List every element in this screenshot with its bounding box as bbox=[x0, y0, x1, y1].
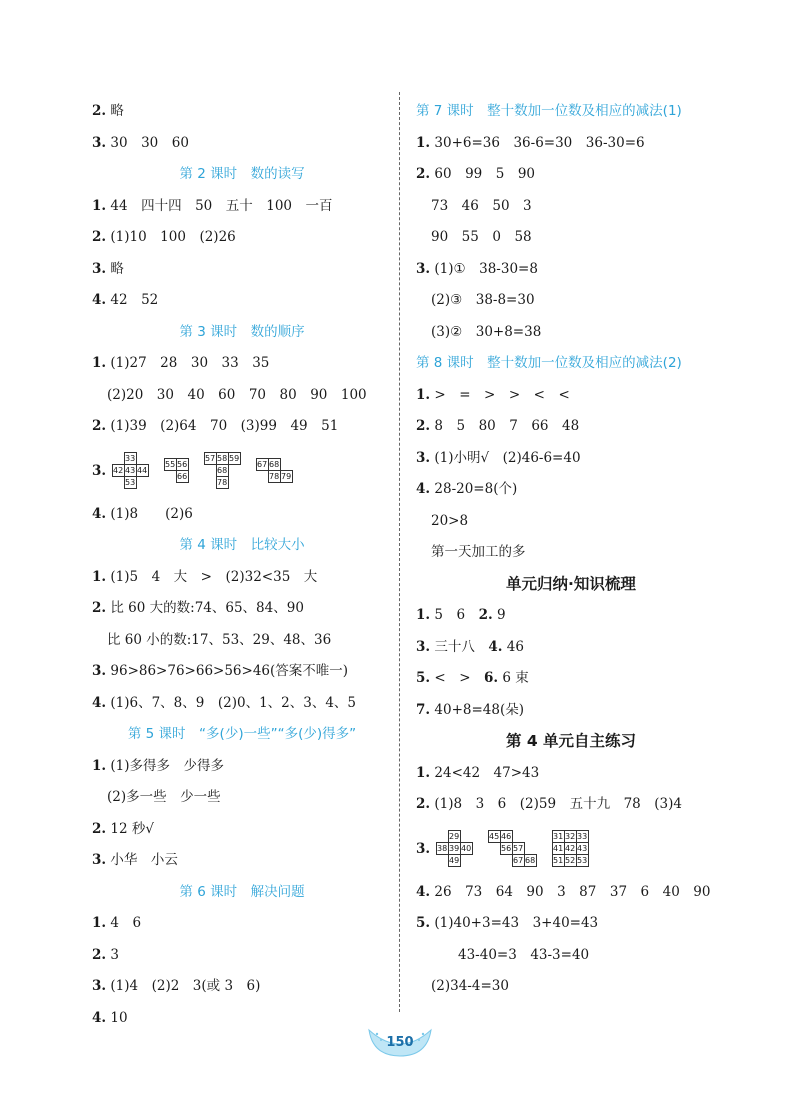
answer-text: (1)10 100 (2)26 bbox=[106, 229, 236, 245]
number-grid bbox=[164, 459, 188, 483]
grid-cell: 68 bbox=[269, 460, 280, 469]
answer-text: 43-40=3 43-3=40 bbox=[431, 946, 590, 963]
answer-number: 4. bbox=[92, 505, 107, 522]
grid-cell: 29 bbox=[449, 832, 460, 841]
answer-number: 3. bbox=[416, 260, 431, 277]
answer-line bbox=[92, 625, 392, 657]
grid-cell: 68 bbox=[217, 466, 228, 475]
grid-cell: 33 bbox=[125, 454, 136, 463]
section-heading: 第 2 课时 数的读写 bbox=[179, 166, 305, 182]
grid-cell: 67 bbox=[257, 460, 268, 469]
answer-line bbox=[92, 908, 392, 940]
answer-text: 3 bbox=[106, 946, 119, 963]
grid-cell: 78 bbox=[217, 478, 228, 487]
answer-number: 2. bbox=[92, 946, 107, 963]
grid-empty bbox=[164, 471, 176, 483]
answer-line bbox=[92, 222, 392, 254]
grid-cell: 51 bbox=[553, 856, 564, 865]
grid-cell: 59 bbox=[229, 454, 240, 463]
answer-number: 4. bbox=[92, 694, 107, 711]
unit-heading: 单元归纳·知识梳理 bbox=[506, 574, 636, 593]
number-grid bbox=[488, 831, 536, 867]
grid-empty bbox=[436, 831, 448, 843]
answer-text: 26 73 64 90 3 87 37 6 40 90 bbox=[430, 883, 711, 900]
answer-line bbox=[416, 443, 726, 475]
answer-number: 1. bbox=[92, 568, 107, 585]
grid-empty bbox=[460, 855, 472, 867]
page-number: 150 bbox=[386, 1035, 414, 1050]
grid-cell: 40 bbox=[461, 844, 472, 853]
answer-line bbox=[416, 222, 726, 254]
answer-line bbox=[416, 695, 726, 727]
grid-cell: 57 bbox=[205, 454, 216, 463]
grid-empty bbox=[204, 477, 216, 489]
answer-grid-row bbox=[416, 821, 726, 877]
answer-text: 三十八 bbox=[430, 638, 489, 655]
unit-heading: 第 4 单元自主练习 bbox=[505, 732, 637, 750]
answer-text: (1)8 (2)6 bbox=[106, 505, 193, 522]
grid-empty bbox=[136, 453, 148, 465]
answer-text: 73 46 50 3 bbox=[431, 197, 532, 214]
grid-cell: 57 bbox=[513, 844, 524, 853]
answer-text: < > bbox=[430, 670, 485, 686]
grid-cell: 43 bbox=[125, 466, 136, 475]
answer-text: (2)③ 38-8=30 bbox=[431, 292, 535, 308]
answer-number: 3. bbox=[92, 852, 107, 868]
answer-line bbox=[92, 1003, 392, 1035]
answer-line bbox=[92, 411, 392, 443]
answer-text: 略 bbox=[106, 103, 124, 119]
grid-empty bbox=[460, 831, 472, 843]
grid-cell: 42 bbox=[113, 466, 124, 475]
grid-cell: 45 bbox=[489, 832, 500, 841]
answer-number: 3. bbox=[92, 978, 107, 994]
answer-line bbox=[416, 789, 726, 821]
grid-empty bbox=[488, 855, 500, 867]
answer-number: 4. bbox=[416, 883, 431, 900]
answer-text: 8 5 80 7 66 48 bbox=[430, 418, 580, 434]
answer-number: 4. bbox=[92, 1009, 107, 1026]
grid-cell: 56 bbox=[177, 460, 188, 469]
grid-cell: 78 bbox=[269, 472, 280, 481]
answer-text: 42 52 bbox=[106, 292, 159, 308]
answer-line bbox=[92, 593, 392, 625]
answer-line bbox=[416, 908, 726, 940]
answer-text: (2)多一些 少一些 bbox=[107, 789, 221, 805]
grid-cell: 38 bbox=[437, 844, 448, 853]
grid-cell: 56 bbox=[501, 844, 512, 853]
grid-cell: 31 bbox=[553, 832, 564, 841]
grid-cell: 44 bbox=[137, 466, 148, 475]
answer-text: 90 55 0 58 bbox=[431, 229, 532, 245]
section-heading: 第 8 课时 整十数加一位数及相应的减法(2) bbox=[416, 355, 682, 371]
answer-line bbox=[92, 128, 392, 160]
number-grid bbox=[552, 831, 588, 867]
grid-empty bbox=[228, 477, 240, 489]
right-column bbox=[416, 96, 726, 1003]
answer-text: 第一天加工的多 bbox=[431, 544, 526, 560]
answer-number: 2. bbox=[478, 607, 493, 623]
grid-empty bbox=[524, 831, 536, 843]
answer-line bbox=[416, 317, 726, 349]
answer-text: 略 bbox=[106, 260, 124, 277]
answer-number: 1. bbox=[92, 757, 107, 774]
section-heading: 第 5 课时 “多(少)一些”“多(少)得多” bbox=[127, 726, 357, 742]
answer-number: 3. bbox=[92, 462, 107, 479]
answer-number: 3. bbox=[92, 134, 107, 151]
answer-line bbox=[416, 254, 726, 286]
grid-cell: 43 bbox=[577, 844, 588, 853]
answer-line bbox=[416, 506, 726, 538]
answer-line bbox=[416, 537, 726, 569]
answer-text: (1)5 4 大 > (2)32<35 大 bbox=[106, 568, 318, 585]
answer-line bbox=[92, 191, 392, 223]
answer-line bbox=[92, 656, 392, 688]
answer-number: 2. bbox=[416, 796, 431, 812]
grid-empty bbox=[112, 477, 124, 489]
page-number-badge bbox=[367, 1028, 433, 1058]
grid-empty bbox=[500, 855, 512, 867]
answer-line bbox=[92, 254, 392, 286]
answer-line bbox=[416, 128, 726, 160]
number-grid bbox=[204, 453, 240, 489]
answer-line bbox=[416, 380, 726, 412]
answer-line bbox=[416, 159, 726, 191]
grid-cell: 41 bbox=[553, 844, 564, 853]
answer-line bbox=[92, 751, 392, 783]
answer-text: 44 四十四 50 五十 100 一百 bbox=[106, 197, 333, 214]
answer-number: 1. bbox=[92, 915, 107, 931]
grid-cell: 66 bbox=[177, 472, 188, 481]
answer-text: 4 6 bbox=[106, 915, 142, 931]
grid-cell: 79 bbox=[281, 472, 292, 481]
grid-empty bbox=[280, 459, 292, 471]
answer-number: 1. bbox=[416, 386, 431, 403]
column-divider bbox=[399, 92, 400, 1012]
grid-cell: 53 bbox=[577, 856, 588, 865]
answer-text: 96>86>76>66>56>46(答案不唯一) bbox=[106, 663, 349, 679]
answer-line bbox=[92, 380, 392, 412]
answer-text: 6 束 bbox=[498, 670, 529, 686]
answer-text: 60 99 5 90 bbox=[430, 166, 536, 182]
answer-text: 20>8 bbox=[431, 512, 469, 529]
answer-text: (2)20 30 40 60 70 80 90 100 bbox=[107, 386, 367, 403]
answer-number: 1. bbox=[416, 764, 431, 781]
answer-text: 30 30 60 bbox=[106, 134, 189, 151]
answer-number: 2. bbox=[416, 418, 431, 434]
answer-text: (1)小明√ (2)46-6=40 bbox=[430, 449, 581, 466]
answer-line bbox=[92, 940, 392, 972]
grid-empty bbox=[204, 465, 216, 477]
answer-text: 30+6=36 36-6=30 36-30=6 bbox=[430, 134, 645, 151]
answer-number: 1. bbox=[92, 197, 107, 214]
answer-number: 4. bbox=[488, 638, 503, 655]
answer-line bbox=[416, 877, 726, 909]
grid-cell: 52 bbox=[565, 856, 576, 865]
answer-number: 4. bbox=[92, 292, 107, 308]
number-grid bbox=[112, 453, 148, 489]
section-heading: 第 3 课时 数的顺序 bbox=[179, 323, 305, 340]
section-heading: 第 4 课时 比较大小 bbox=[179, 537, 305, 553]
answer-number: 6. bbox=[484, 670, 499, 686]
answer-number: 7. bbox=[416, 701, 431, 718]
left-column bbox=[92, 96, 392, 1034]
grid-empty bbox=[256, 471, 268, 483]
answer-text: 12 秒√ bbox=[106, 820, 154, 837]
answer-text: (1)27 28 30 33 35 bbox=[106, 355, 270, 371]
answer-line bbox=[416, 411, 726, 443]
answer-text: (1)8 3 6 (2)59 五十九 78 (3)4 bbox=[430, 796, 682, 812]
grid-empty bbox=[512, 831, 524, 843]
answer-text: (1)多得多 少得多 bbox=[106, 757, 225, 774]
answer-number: 2. bbox=[92, 600, 107, 616]
grid-cell: 32 bbox=[565, 832, 576, 841]
answer-text: 5 6 bbox=[430, 607, 479, 623]
answer-number: 2. bbox=[92, 229, 107, 245]
answer-line bbox=[416, 758, 726, 790]
answer-line bbox=[416, 632, 726, 664]
grid-empty bbox=[112, 453, 124, 465]
answer-number: 3. bbox=[92, 260, 107, 277]
answer-line bbox=[92, 285, 392, 317]
answer-text: 46 bbox=[502, 638, 524, 655]
answer-number: 3. bbox=[416, 638, 431, 655]
grid-cell: 39 bbox=[449, 844, 460, 853]
answer-line bbox=[92, 499, 392, 531]
answer-text: > = > > < < bbox=[430, 386, 570, 403]
answer-line bbox=[92, 96, 392, 128]
answer-number: 2. bbox=[416, 166, 431, 182]
answer-line bbox=[92, 845, 392, 877]
answer-grid-row bbox=[92, 443, 392, 499]
answer-text: (1)① 38-30=8 bbox=[430, 260, 538, 277]
grid-cell: 46 bbox=[501, 832, 512, 841]
grid-empty bbox=[228, 465, 240, 477]
answer-line bbox=[416, 285, 726, 317]
answer-number: 1. bbox=[416, 607, 431, 623]
grid-empty bbox=[136, 477, 148, 489]
answer-text: 小华 小云 bbox=[106, 852, 178, 868]
answer-line bbox=[92, 971, 392, 1003]
answer-number: 1. bbox=[92, 355, 107, 371]
number-grid bbox=[256, 459, 292, 483]
answer-text: (3)② 30+8=38 bbox=[431, 323, 542, 340]
answer-text: 10 bbox=[106, 1009, 128, 1026]
answer-line bbox=[92, 348, 392, 380]
answer-number: 3. bbox=[92, 663, 107, 679]
grid-empty bbox=[524, 843, 536, 855]
grid-cell: 53 bbox=[125, 478, 136, 487]
answer-line bbox=[416, 971, 726, 1003]
answer-line bbox=[92, 782, 392, 814]
answer-number: 2. bbox=[92, 820, 107, 837]
answer-line bbox=[416, 474, 726, 506]
answer-number: 1. bbox=[416, 134, 431, 151]
answer-text: (1)6、7、8、9 (2)0、1、2、3、4、5 bbox=[106, 694, 357, 711]
grid-cell: 67 bbox=[513, 856, 524, 865]
grid-cell: 58 bbox=[217, 454, 228, 463]
answer-text: 比 60 大的数:74、65、84、90 bbox=[106, 600, 304, 616]
answer-line bbox=[416, 663, 726, 695]
number-grid bbox=[436, 831, 472, 867]
answer-text: 24<42 47>43 bbox=[430, 764, 540, 781]
answer-number: 5. bbox=[416, 915, 431, 931]
answer-text: 9 bbox=[492, 607, 506, 623]
section-heading: 第 6 课时 解决问题 bbox=[179, 883, 305, 900]
answer-number: 4. bbox=[416, 481, 431, 497]
answer-text: 比 60 小的数:17、53、29、48、36 bbox=[107, 631, 332, 648]
answer-line bbox=[92, 688, 392, 720]
section-heading: 第 7 课时 整十数加一位数及相应的减法(1) bbox=[416, 103, 682, 119]
answer-text: (1)39 (2)64 70 (3)99 49 51 bbox=[106, 418, 339, 434]
answer-text: (1)40+3=43 3+40=43 bbox=[430, 915, 599, 931]
answer-number: 3. bbox=[416, 449, 431, 466]
grid-empty bbox=[436, 855, 448, 867]
answer-line bbox=[416, 600, 726, 632]
answer-text: (2)34-4=30 bbox=[431, 978, 509, 994]
grid-cell: 42 bbox=[565, 844, 576, 853]
answer-number: 5. bbox=[416, 670, 431, 686]
grid-cell: 55 bbox=[165, 460, 176, 469]
answer-number: 2. bbox=[92, 103, 107, 119]
answer-line bbox=[92, 814, 392, 846]
answer-text: 40+8=48(朵) bbox=[430, 701, 524, 718]
grid-cell: 68 bbox=[525, 856, 536, 865]
answer-line bbox=[416, 940, 726, 972]
answer-line bbox=[416, 191, 726, 223]
grid-cell: 49 bbox=[449, 856, 460, 865]
answer-text: (1)4 (2)2 3(或 3 6) bbox=[106, 978, 261, 994]
answer-line bbox=[92, 562, 392, 594]
answer-text: 28-20=8(个) bbox=[430, 481, 518, 497]
answer-number: 2. bbox=[92, 418, 107, 434]
answer-number: 3. bbox=[416, 840, 431, 857]
grid-empty bbox=[488, 843, 500, 855]
grid-cell: 33 bbox=[577, 832, 588, 841]
